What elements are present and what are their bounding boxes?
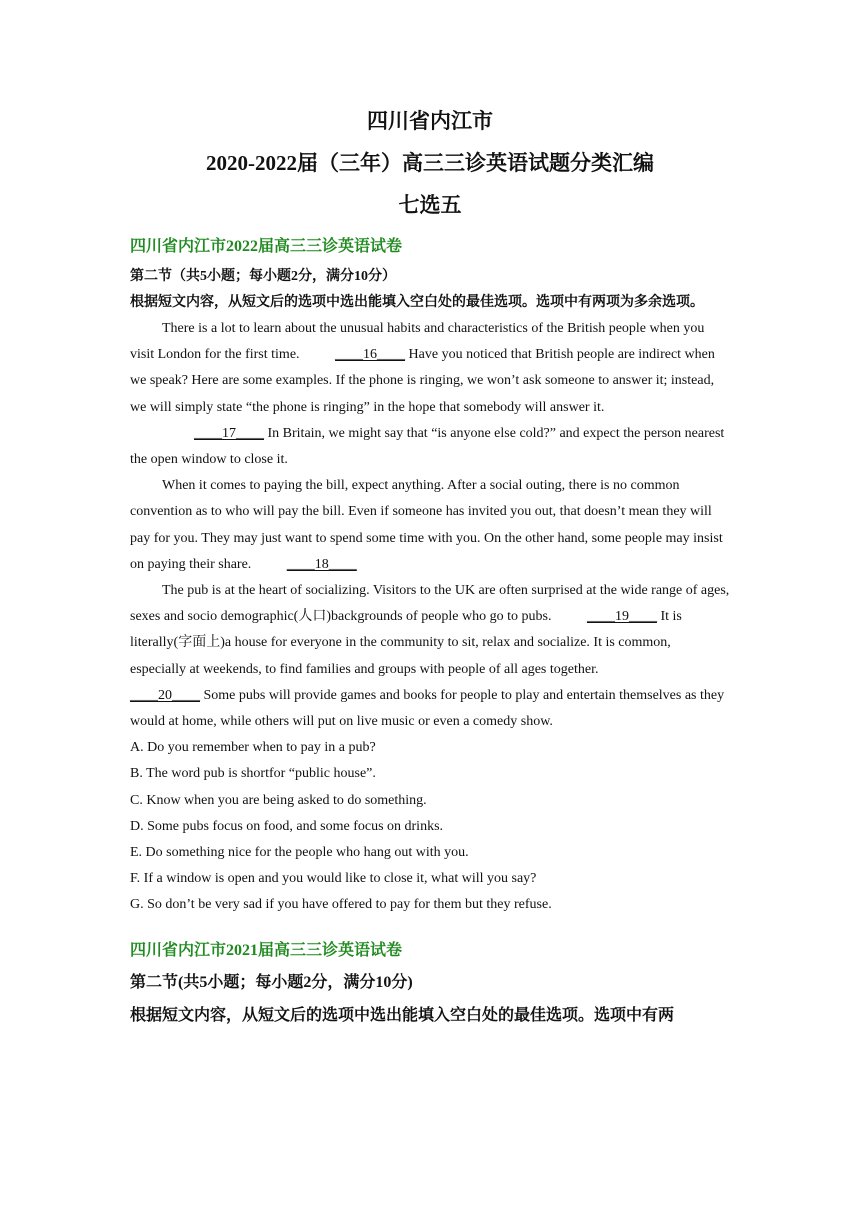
section-heading: 四川省内江市2021届高三三诊英语试卷 — [130, 941, 403, 959]
doc-title-series: 2020-2022届（三年）高三三诊英语试题分类汇编 — [206, 151, 654, 175]
paragraph-text: Have you noticed that British people are indirect when we speak? Here are some examples. If the phone is ringing, we won’t ask someone to answer it; instead, we will simply state “the phone is ringing” in the hope that somebody will answer it. — [130, 347, 715, 415]
paragraph-text: In Britain, we might say that “is anyone else cold?” and expect the person nearest the open window to close it. — [130, 425, 725, 468]
doc-title-region: 四川省内江市 — [367, 109, 493, 133]
passage-paragraph — [130, 421, 730, 473]
paragraph-text: There is a lot to learn about the unusual habits and characteristics of the British people when you visit London for the first time. — [130, 321, 705, 363]
paragraph-text: Some pubs will provide games and books for people to play and entertain themselves as they would at home, while others will put on live music or even a comedy show. — [130, 687, 725, 730]
passage-paragraph — [130, 316, 730, 421]
passage-paragraph — [130, 683, 730, 735]
answer-blank-20: ____20____ — [130, 687, 200, 703]
answer-blank-19: ____19____ — [586, 609, 657, 625]
paragraph-text: It is literally(字面上)a house for everyone in the community to sit, relax and socialize. It is common, especially at weekends, to find families and groups with people of all ages together. — [130, 609, 682, 677]
passage-paragraph — [130, 473, 730, 578]
section-heading: 四川省内江市2022届高三三诊英语试卷 — [130, 238, 403, 255]
answer-blank-18: ____18____ — [286, 556, 357, 572]
answer-options — [130, 735, 730, 918]
passage-paragraph — [130, 578, 730, 683]
option-a: A. Do you remember when to pay in a pub? — [130, 740, 376, 756]
option-g: G. So don’t be very sad if you have offered to pay for them but they refuse. — [130, 897, 552, 913]
option-e: E. Do something nice for the people who hang out with you. — [130, 845, 469, 861]
option-d: D. Some pubs focus on food, and some focus on drinks. — [130, 818, 444, 834]
option-b: B. The word pub is shortfor “public house”. — [130, 766, 376, 782]
section-2022 — [130, 234, 730, 919]
section-subheading: 第二节(共5小题；每小题2分，满分10分) — [130, 973, 413, 991]
section-2021 — [130, 937, 730, 1033]
option-c: C. Know when you are being asked to do something. — [130, 792, 427, 808]
section-instructions: 根据短文内容，从短文后的选项中选出能填入空白处的最佳选项。选项中有两项为多余选项。 — [130, 295, 704, 310]
paragraph-text: The pub is at the heart of socializing. Visitors to the UK are often surprised at the wide range of ages, sexes and socio demographic(人口)backgrounds of people who go to pubs. — [130, 583, 730, 625]
paragraph-text: When it comes to paying the bill, expect anything. After a social outing, there is no common convention as to who will pay the bill. Even if someone has invited you out, that doesn’t mean they will pay for you. They may just want to spend some time with you. On the other hand, some people may insist on paying their share. — [130, 478, 723, 572]
doc-title-topic: 七选五 — [398, 193, 462, 217]
document-page — [130, 100, 730, 1033]
section-instructions: 根据短文内容，从短文后的选项中选出能填入空白处的最佳选项。选项中有两 — [130, 1006, 675, 1024]
answer-blank-16: ____16____ — [335, 347, 406, 363]
answer-blank-17: ____17____ — [194, 425, 264, 441]
option-f: F. If a window is open and you would like to close it, what will you say? — [130, 871, 537, 887]
section-subheading: 第二节（共5小题；每小题2分，满分10分） — [130, 269, 396, 284]
